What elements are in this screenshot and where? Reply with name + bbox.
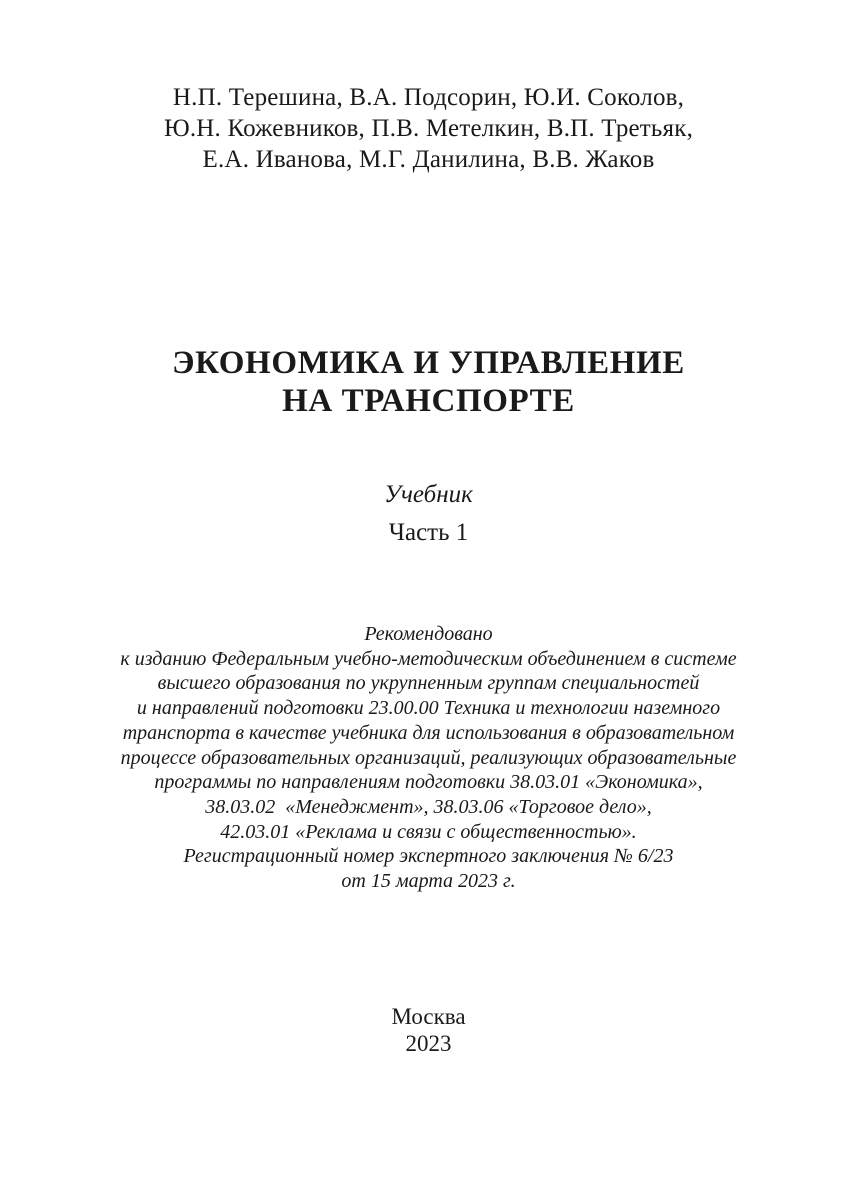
recommendation-line: от 15 марта 2023 г. <box>341 870 516 893</box>
document-type: Учебник <box>384 481 473 508</box>
recommendation-line: 42.03.01 «Реклама и связи с общественностью». <box>220 820 637 843</box>
authors-line: Ю.Н. Кожевников, П.В. Метелкин, В.П. Третьяк, <box>163 115 694 142</box>
recommendation-line: 38.03.02 «Менеджмент», 38.03.06 «Торговое дело», <box>205 795 652 818</box>
publication-city: Москва <box>391 1004 466 1029</box>
authors-line: Н.П. Терешина, В.А. Подсорин, Ю.И. Соколов, <box>172 84 685 111</box>
recommendation-block <box>0 622 857 894</box>
recommendation-line: Рекомендовано <box>364 623 493 645</box>
recommendation-line: программы по направлениям подготовки 38.03.01 «Экономика», <box>154 771 703 794</box>
recommendation-line: процессе образовательных организаций, реализующих образовательные <box>120 746 737 769</box>
recommendation-line: и направлений подготовки 23.00.00 Техника и технологии наземного <box>136 697 721 720</box>
recommendation-line: высшего образования по укрупненным группам специальностей <box>157 672 700 695</box>
part-number: Часть 1 <box>388 519 469 546</box>
book-title-line: НА ТРАНСПОРТЕ <box>282 383 575 419</box>
authors-block <box>0 82 857 175</box>
publication-year: 2023 <box>405 1031 452 1056</box>
recommendation-line: к изданию Федеральным учебно-методическим объединением в системе <box>120 647 737 670</box>
recommendation-line: Регистрационный номер экспертного заключения № 6/23 <box>183 845 674 868</box>
authors-line: Е.А. Иванова, М.Г. Данилина, В.В. Жаков <box>202 146 655 173</box>
book-title <box>0 344 857 420</box>
book-title-line: ЭКОНОМИКА И УПРАВЛЕНИЕ <box>172 345 685 381</box>
recommendation-line: транспорта в качестве учебника для использования в образовательном <box>122 721 735 744</box>
